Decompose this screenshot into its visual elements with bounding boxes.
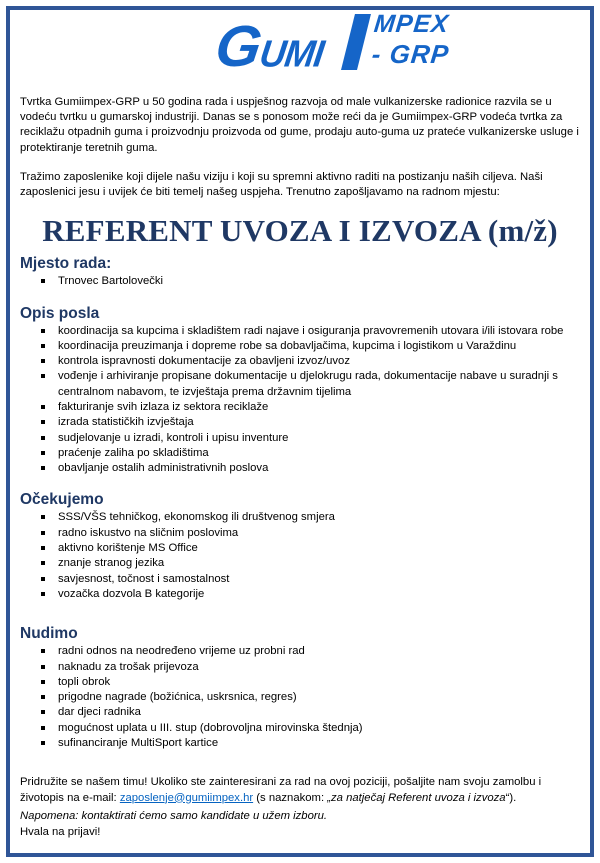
list-item [20, 400, 580, 415]
subject-line: „za natječaj Referent uvoza i izvoza [327, 791, 506, 804]
square-bullet-icon [41, 741, 45, 745]
list-item-text: koordinacija sa kupcima i skladištem radi najave i osiguranja pravovremenih utovara i/ili istovara robe [58, 324, 564, 337]
list-item-text: vođenje i arhiviranje propisane dokumentacije u djelokrugu rada, dokumentacije nabave u suradnji s centralnom nabavom, te izvještaja prema državnim tijelima [58, 370, 558, 398]
list-item-text: Trnovec Bartolovečki [58, 275, 164, 288]
list-item [20, 587, 580, 602]
intro-paragraph-hiring: Tražimo zaposlenike koji dijele našu viziju i koji su spremni aktivno raditi na postizanju naših ciljeva. Naši zaposlenici jesu i uvijek će biti temelj našeg uspjeha. Trenutno zapošljavamo na radnom mjestu: [20, 170, 543, 199]
list-item-text: fakturiranje svih izlaza iz sektora reciklaže [58, 401, 269, 413]
square-bullet-icon [41, 531, 45, 535]
square-bullet-icon [41, 405, 45, 409]
list-item [20, 339, 580, 354]
list-item [20, 510, 580, 525]
section-description [20, 304, 580, 477]
section-title-expectations: Očekujemo [20, 491, 104, 509]
section-title-offer: Nudimo [20, 625, 78, 643]
square-bullet-icon [41, 420, 45, 424]
square-bullet-icon [41, 451, 45, 455]
list-item-text: obavljanje ostalih administrativnih poslova [58, 462, 269, 475]
intro-paragraph-company: Tvrtka Gumiimpex-GRP u 50 godina rada i uspješnog razvoja od male vulkanizerske radionice razvila se u vodeću tvrtku u gumarskoj industriji. Danas se s ponosom može reći da je Gumiimpex-GRP vodeća tvrtka za reciklažu otpadnih guma i proizvodnju proizvoda od gume, prodaju auto-guma uz prateće vulkanizerske usluge i protektiranje teretnih guma. [20, 96, 579, 154]
list-item-text: radno iskustvo na sličnim poslovima [58, 526, 239, 539]
square-bullet-icon [41, 577, 45, 581]
list-item [20, 369, 580, 400]
list-item-text: radni odnos na neodređeno vrijeme uz probni rad [58, 645, 305, 658]
square-bullet-icon [41, 561, 45, 565]
list-item [20, 354, 580, 369]
list-item-text: savjesnost, točnost i samostalnost [58, 572, 230, 585]
square-bullet-icon [41, 374, 45, 378]
section-offer [20, 624, 580, 751]
list-item [20, 324, 580, 339]
logo-letters-grp: - GRP [370, 39, 451, 69]
list-item-text: mogućnost uplata u III. stup (dobrovoljna mirovinska štednja) [58, 721, 363, 734]
list-item [20, 675, 580, 690]
job-title: REFERENT UVOZA I IZVOZA (m/ž) [42, 213, 558, 249]
list-item [20, 274, 580, 289]
description-list [20, 324, 580, 477]
square-bullet-icon [41, 359, 45, 363]
job-ad-content [20, 95, 580, 751]
list-item [20, 526, 580, 541]
list-item [20, 690, 580, 705]
list-item [20, 572, 580, 587]
list-item [20, 431, 580, 446]
list-item-text: sufinanciranje MultiSport kartice [58, 737, 219, 750]
thanks-text: Hvala na prijavi! [20, 825, 101, 838]
square-bullet-icon [41, 649, 45, 653]
intro [20, 95, 580, 200]
note: Napomena: kontaktirati ćemo samo kandidate u užem izboru. [20, 810, 328, 823]
list-item-text: prigodne nagrade (božićnica, uskrsnica, regres) [58, 691, 297, 704]
list-item [20, 446, 580, 461]
list-item-text: koordinacija preuzimanja i dopreme robe sa dobavljačima, kupcima i logistikom u Varaždinu [58, 339, 517, 352]
section-expectations [20, 490, 580, 602]
square-bullet-icon [41, 344, 45, 348]
company-logo [211, 8, 464, 79]
square-bullet-icon [41, 279, 45, 283]
list-item-text: topli obrok [58, 675, 111, 688]
list-item-text: dar djeci radnika [58, 706, 141, 719]
footer [20, 775, 580, 840]
list-item-text: naknadu za trošak prijevoza [58, 660, 199, 673]
square-bullet-icon [41, 680, 45, 684]
email-link[interactable]: zaposlenje@gumiimpex.hr [119, 791, 254, 804]
list-item [20, 721, 580, 736]
logo-i-stroke [341, 14, 371, 70]
square-bullet-icon [41, 436, 45, 440]
apply-text-before: Pridružite se našem timu! Ukoliko ste zainteresirani za rad na ovoj poziciji, pošaljite nam svoju zamolbu i životopis na e-mail: [20, 776, 542, 804]
list-item-text: sudjelovanje u izradi, kontroli i upisu inventure [58, 431, 289, 444]
list-item [20, 705, 580, 720]
list-item-text: aktivno korištenje MS Office [58, 542, 198, 555]
apply-text-middle: (s naznakom: [253, 791, 328, 804]
square-bullet-icon [41, 695, 45, 699]
list-item [20, 461, 580, 476]
location-list [20, 274, 580, 289]
list-item-text: znanje stranog jezika [58, 557, 165, 570]
logo-letters-umi: UMI [257, 31, 327, 75]
expectations-list [20, 510, 580, 602]
square-bullet-icon [41, 515, 45, 519]
section-title-location: Mjesto rada: [20, 255, 112, 273]
list-item-text: kontrola ispravnosti dokumentacije za obavljeni izvoz/uvoz [58, 355, 350, 368]
list-item-text: praćenje zaliha po skladištima [58, 446, 209, 459]
square-bullet-icon [41, 665, 45, 669]
offer-list [20, 644, 580, 751]
logo-letters-mpex: MPEX [372, 10, 451, 38]
list-item [20, 644, 580, 659]
list-item [20, 415, 580, 430]
square-bullet-icon [41, 710, 45, 714]
list-item [20, 556, 580, 571]
square-bullet-icon [41, 329, 45, 333]
list-item [20, 736, 580, 751]
square-bullet-icon [41, 546, 45, 550]
square-bullet-icon [41, 592, 45, 596]
list-item [20, 541, 580, 556]
apply-instructions [20, 775, 580, 806]
square-bullet-icon [41, 726, 45, 730]
section-location [20, 254, 580, 289]
apply-text-after: “). [505, 791, 517, 804]
list-item [20, 660, 580, 675]
list-item-text: SSS/VŠS tehničkog, ekonomskog ili društvenog smjera [58, 511, 335, 524]
list-item-text: izrada statističkih izvještaja [58, 416, 194, 429]
logo-letter-g: G [211, 14, 264, 79]
list-item-text: vozačka dozvola B kategorije [58, 587, 205, 600]
section-title-description: Opis posla [20, 304, 100, 322]
square-bullet-icon [41, 466, 45, 470]
